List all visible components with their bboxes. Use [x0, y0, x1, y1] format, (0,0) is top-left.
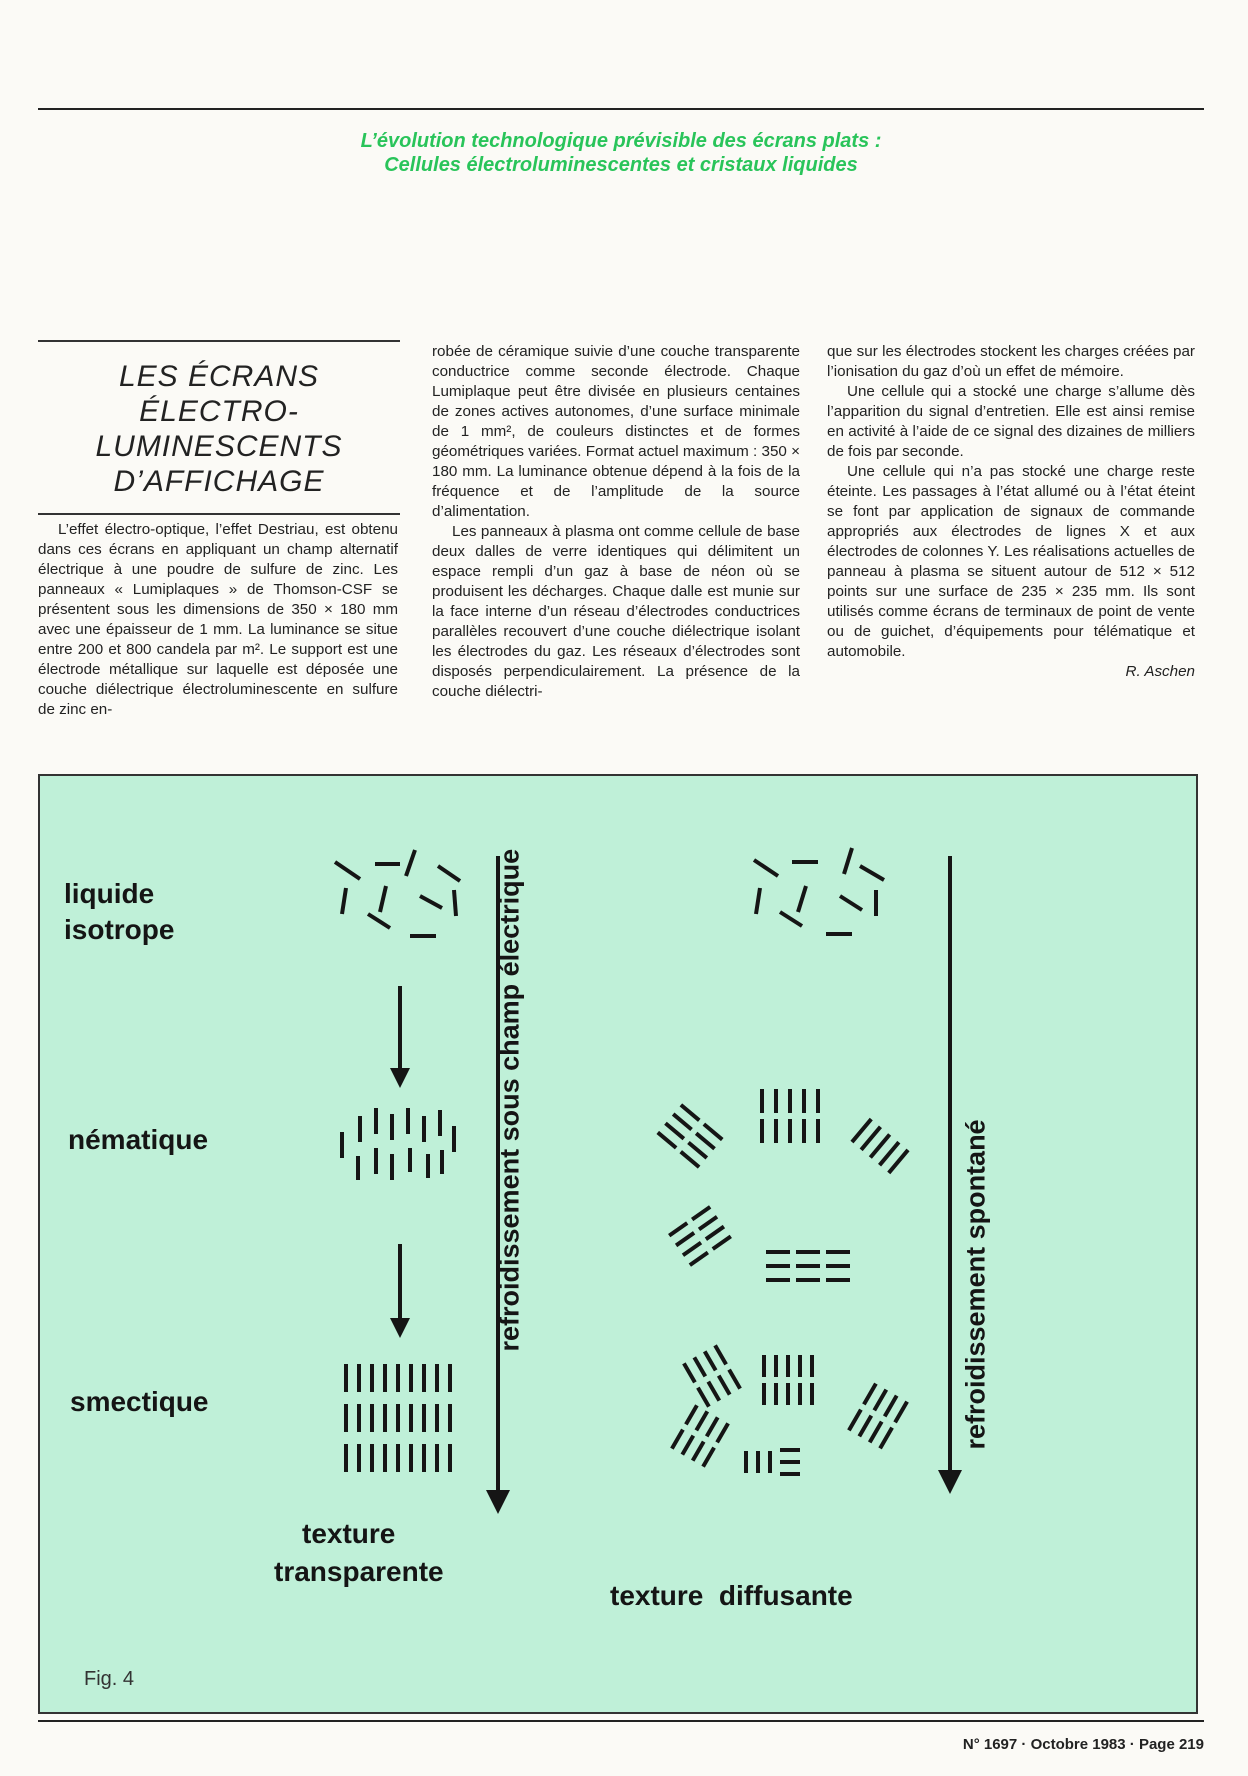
article-column-1: [38, 520, 398, 720]
molecule-stick: [704, 1124, 722, 1139]
isotropic-molecules-right: [754, 848, 884, 934]
article-headline-box: [38, 340, 400, 515]
molecule-stick: [705, 1351, 716, 1370]
column-2-paragraph-1: robée de céramique suivie d’une couche transparente conductrice comme seconde électrode. Chaque Lumiplaque peut être divisée en plusieurs centaines de zones actives autonomes, d’une surface minimale de 1 mm², de couleurs distinctes et de formes géométriques variées. Format actuel maximum : 350 × 180 mm. La luminance obtenue dépend à la fois de la fréquence et de l’amplitude de la source d’alimentation.: [432, 343, 800, 520]
molecule-stick: [669, 1223, 687, 1236]
column-3-paragraph-2: Une cellule qui a stocké une charge s’allume dès l’apparition du signal d’entretien. Elle est ainsi remise en activité à l’aide de ce signal des dizaines de milliers de fois par seconde.: [827, 383, 1195, 460]
molecule-stick: [707, 1417, 718, 1436]
label-texture-diffusante: texture diffusante: [610, 1580, 853, 1611]
label-cooling-electric-field: refroidissement sous champ électrique: [494, 848, 525, 1352]
molecule-stick: [676, 1233, 694, 1246]
molecule-stick: [683, 1243, 701, 1256]
page-footer: N° 1697 · Octobre 1983 · Page 219: [962, 1736, 1204, 1753]
liquid-crystal-figure: [38, 774, 1198, 1714]
molecule-stick: [703, 1448, 714, 1467]
arrow-head-left-long: [486, 1490, 510, 1514]
arrow-head-2: [390, 1318, 410, 1338]
molecule-stick: [706, 1227, 724, 1240]
molecule-stick: [864, 1384, 876, 1405]
molecule-stick: [859, 1416, 871, 1437]
figure-caption-line-2: Cellules électroluminescentes et cristaux liquides: [384, 154, 858, 176]
smectic-molecules: [346, 1364, 450, 1472]
molecule-stick: [708, 1382, 719, 1401]
molecule-stick: [684, 1363, 695, 1382]
headline-line-1: LES ÉCRANS: [118, 360, 320, 393]
headline-line-3: LUMINESCENTS: [95, 430, 343, 463]
headline-line-4: D’AFFICHAGE: [113, 465, 325, 498]
molecule-stick: [849, 1410, 861, 1431]
molecule-stick: [692, 1207, 710, 1220]
molecule-stick: [717, 1423, 728, 1442]
top-rule: [38, 108, 1204, 110]
molecule-stick: [673, 1114, 691, 1129]
label-liquide: liquide: [64, 878, 155, 909]
figure-drawing: [40, 776, 1200, 1716]
diffusing-texture-domains: [658, 1089, 908, 1474]
column-2-paragraph-2: Les panneaux à plasma ont comme cellule de base deux dalles de verre identiques qui délimitent un espace rempli d’un gaz à base de néon où se produisent les décharges. Chaque dalle est munie sur la face interne d’un réseau d’électrodes conductrices parallèles recouvert d’une couche diélectrique isolant les électrodes du gaz. Les réseaux d’électrodes sont disposés perpendiculairement. La présence de la couche diélectri-: [432, 523, 800, 700]
isotropic-molecules-left: [335, 850, 460, 936]
molecule-stick: [690, 1252, 708, 1265]
molecule-stick: [719, 1376, 730, 1395]
molecule-stick: [698, 1388, 709, 1407]
molecule-stick: [696, 1411, 707, 1430]
molecule-stick: [880, 1428, 892, 1449]
article-column-2: [432, 342, 800, 702]
headline-line-2: ÉLECTRO-: [139, 395, 299, 428]
molecule-stick: [699, 1217, 717, 1230]
molecule-stick: [665, 1123, 683, 1138]
label-isotrope: isotrope: [64, 914, 175, 945]
label-nematique: nématique: [68, 1124, 209, 1155]
molecule-stick: [688, 1143, 706, 1158]
figure-caption-line-1: L’évolution technologique prévisible des écrans plats :: [360, 130, 882, 152]
molecule-stick: [693, 1442, 704, 1461]
bottom-rule: [38, 1720, 1204, 1722]
molecule-stick: [713, 1236, 731, 1249]
molecule-stick: [682, 1436, 693, 1455]
molecule-stick: [694, 1357, 705, 1376]
author-signature: R. Aschen: [1125, 663, 1195, 680]
molecule-stick: [681, 1105, 699, 1120]
arrow-head-right-long: [938, 1470, 962, 1494]
label-texture-1: texture: [302, 1518, 396, 1549]
column-3-paragraph-3: Une cellule qui n’a pas stocké une charge reste éteinte. Les passages à l’état allumé ou à l’état éteint se font par application de signaux de commande appropriés aux électrodes de lignes X et aux électrodes de colonnes Y. Les réalisations actuelles de panneau à plasma se situent autour de 512 × 512 points sur une surface de 235 × 235 mm. Ils sont utilisés comme écrans de terminaux de point de vente ou de guichet, d’équipements pour télématique et automobile.: [827, 463, 1195, 660]
article-column-3: [827, 342, 1195, 682]
molecule-stick: [715, 1345, 726, 1364]
molecule-stick: [729, 1370, 740, 1389]
label-transparente: transparente: [274, 1556, 444, 1587]
arrow-head-1: [390, 1068, 410, 1088]
label-smectique: smectique: [70, 1386, 209, 1417]
molecule-stick: [672, 1430, 683, 1449]
molecule-stick: [870, 1422, 882, 1443]
molecule-stick: [658, 1132, 676, 1147]
figure-number: Fig. 4: [84, 1668, 135, 1690]
molecule-stick: [885, 1396, 897, 1417]
molecule-stick: [696, 1133, 714, 1148]
column-3-paragraph-1: que sur les électrodes stockent les charges créées par l’ionisation du gaz d’où un effet de mémoire.: [827, 343, 1195, 380]
molecule-stick: [686, 1405, 697, 1424]
label-spontaneous-cooling: refroidissement spontané: [960, 1119, 991, 1450]
molecule-stick: [895, 1402, 907, 1423]
column-1-paragraph: L’effet électro-optique, l’effet Destriau, est obtenu dans ces écrans en appliquant un champ alternatif électrique à une poudre de sulfure de zinc. Les panneaux « Lumiplaques » de Thomson-CSF se présentent sous les dimensions de 350 × 180 mm avec une épaisseur de 1 mm. La luminance se situe entre 200 et 800 candela par m². Le support est une électrode métallique sur laquelle est déposée une couche diélectrique électroluminescente en sulfure de zinc en-: [38, 521, 398, 718]
molecule-stick: [874, 1390, 886, 1411]
molecule-stick: [681, 1152, 699, 1167]
nematic-molecules: [342, 1108, 454, 1180]
